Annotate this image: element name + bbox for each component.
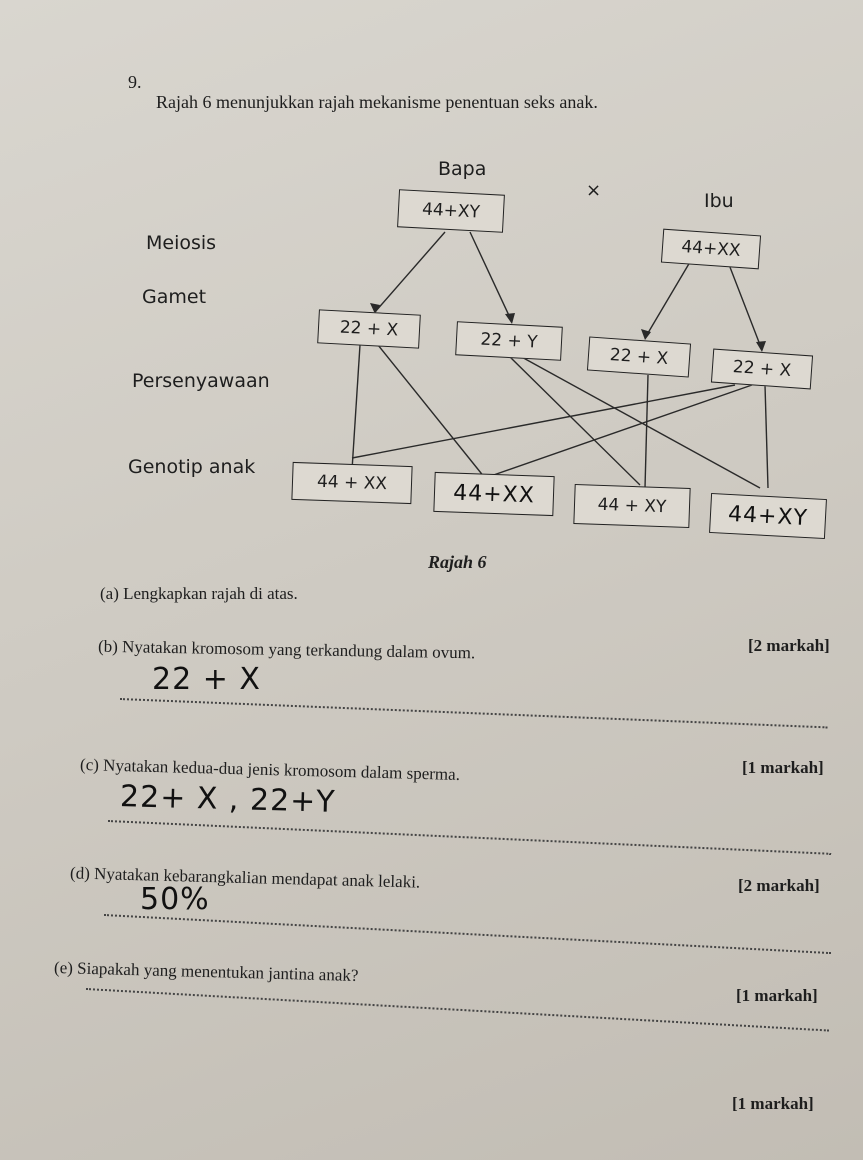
part-c-answer: 22+ X , 22+Y [119,779,337,820]
question-text: Rajah 6 menunjukkan rajah mekanisme penentuan seks anak. [156,92,598,112]
part-c-marks: [2 markah] [738,876,820,895]
question-number: 9. [128,72,142,92]
offspring-label: 44 + XX [316,471,388,495]
gamete-box-1 [317,309,421,348]
row-label-gamete: Gamet [142,286,207,308]
row-label-meiosis: Meiosis [146,232,217,254]
part-c-text: (c) Nyatakan kedua-dua jenis kromosom dalam sperma. [79,755,461,784]
offspring-box-4 [709,493,827,539]
gamete-box-2 [455,321,563,361]
offspring-box-2 [433,472,554,516]
gamete-label: 22 + X [609,344,669,370]
part-a-text: (a) Lengkapkan rajah di atas. [100,584,298,603]
gamete-label: 22 + Y [479,329,539,353]
mother-genotype: 44+XX [680,236,742,262]
offspring-box-1 [291,462,412,504]
offspring-label: 44 + XY [597,494,667,518]
part-a-marks: [2 markah] [748,636,830,655]
part-e-marks: [1 markah] [732,1094,814,1113]
offspring-box-3 [573,484,690,528]
part-d-answer: 50% [140,882,210,917]
mother-genotype-box [661,229,761,270]
father-label: Bapa [438,158,487,180]
part-b-text: (b) Nyatakan kromosom yang terkandung dalam ovum. [97,636,476,663]
gamete-box-3 [587,336,691,377]
gamete-label: 22 + X [732,356,792,382]
mother-label: Ibu [704,190,734,212]
part-b-marks: [1 markah] [742,758,824,777]
gamete-box-4 [711,349,813,390]
offspring-label-handwritten: 44+XX [452,480,536,508]
part-e-text: (e) Siapakah yang menentukan jantina anak? [53,958,359,985]
offspring-label-handwritten: 44+XY [727,501,809,531]
father-genotype-box [397,189,505,232]
cross-symbol: × [586,180,602,201]
figure-caption: Rajah 6 [428,552,487,572]
father-genotype: 44+XY [421,199,481,223]
part-b-answer: 22 + X [152,662,261,697]
gamete-label: 22 + X [339,317,399,341]
part-d-marks: [1 markah] [736,986,818,1005]
row-label-fertilization: Persenyawaan [132,370,270,392]
part-d-text: (d) Nyatakan kebarangkalian mendapat anak lelaki. [69,863,421,892]
row-label-offspring: Genotip anak [128,456,256,478]
